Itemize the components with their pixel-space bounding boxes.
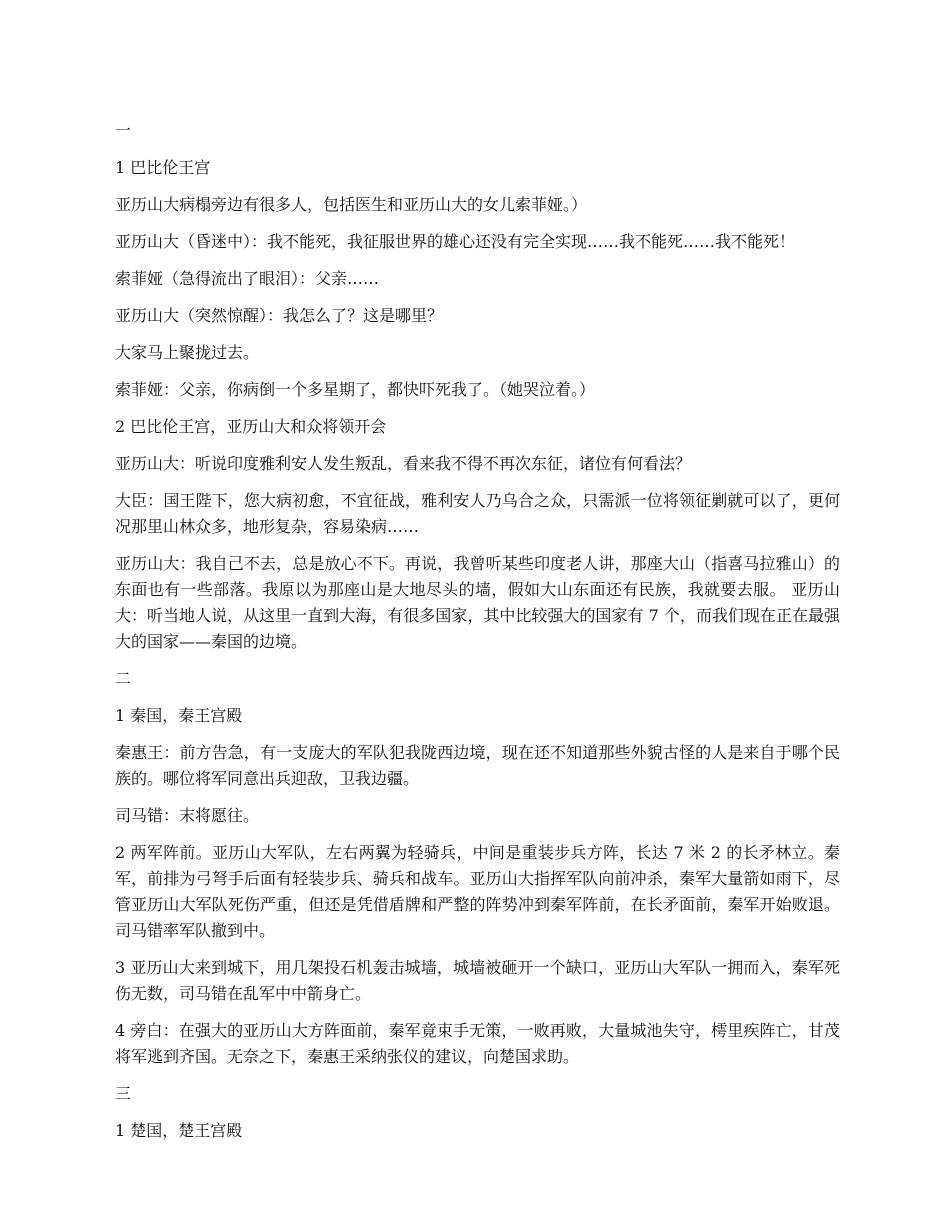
- paragraph: 大臣：国王陛下，您大病初愈，不宜征战，雅利安人乃乌合之众，只需派一位将领征剿就可以了，更何况那里山林众多，地形复杂，容易染病……: [115, 491, 840, 536]
- scene-heading: 2 巴比伦王宫，亚历山大和众将领开会: [115, 417, 387, 436]
- paragraph: 亚历山大（突然惊醒）：我怎么了？这是哪里？: [115, 306, 444, 325]
- paragraph: 亚历山大病榻旁边有很多人，包括医生和亚历山大的女儿索菲娅。）: [115, 195, 588, 214]
- paragraph: 2 两军阵前。亚历山大军队，左右两翼为轻骑兵，中间是重装步兵方阵，长达 7 米 2 的长矛林立。秦军，前排为弓弩手后面有轻装步兵、骑兵和战车。亚历山大指挥军队向前冲杀，秦军大量箭如雨下，尽管亚历山大军队死伤严重，但还是凭借盾牌和严整的阵势冲到秦军阵前，在长矛面前，秦军开始败退。司马错率军队撤到中。: [115, 843, 840, 940]
- scene-heading: 1 楚国，楚王宫殿: [115, 1121, 243, 1140]
- paragraph: 司马错：末将愿往。: [115, 806, 260, 825]
- paragraph: 秦惠王：前方告急，有一支庞大的军队犯我陇西边境，现在还不知道那些外貌古怪的人是来自于哪个民族的。哪位将军同意出兵迎敌，卫我边疆。: [115, 743, 840, 788]
- section-marker: 三: [115, 1084, 132, 1103]
- section-marker: 二: [115, 669, 132, 688]
- scene-heading: 1 秦国，秦王宫殿: [115, 706, 243, 725]
- paragraph: 索菲娅：父亲，你病倒一个多星期了，都快吓死我了。（她哭泣着。）: [115, 380, 596, 399]
- paragraph: 大家马上聚拢过去。: [115, 343, 260, 362]
- paragraph: 亚历山大：听说印度雅利安人发生叛乱，看来我不得不再次东征，诸位有何看法？: [115, 454, 692, 473]
- paragraph: 索菲娅（急得流出了眼泪）：父亲……: [115, 269, 380, 288]
- paragraph: 3 亚历山大来到城下，用几架投石机轰击城墙，城墙被砸开一个缺口，亚历山大军队一拥而入，秦军死伤无数，司马错在乱军中中箭身亡。: [115, 958, 840, 1003]
- paragraph: 亚历山大：我自己不去，总是放心不下。再说，我曾听某些印度老人讲，那座大山（指喜马拉雅山）的东面也有一些部落。我原以为那座山是大地尽头的墙，假如大山东面还有民族，我就要去服。 亚历山大：听当地人说，从这里一直到大海，有很多国家，其中比较强大的国家有 7 个，而我们现在正在最强大的国家——秦国的边境。: [115, 554, 840, 651]
- section-marker: 一: [115, 121, 132, 140]
- scene-heading: 1 巴比伦王宫: [115, 158, 211, 177]
- paragraph: 亚历山大（昏迷中）：我不能死，我征服世界的雄心还没有完全实现……我不能死……我不能死！: [115, 232, 796, 251]
- paragraph: 4 旁白：在强大的亚历山大方阵面前，秦军竟束手无策，一败再败，大量城池失守，樗里疾阵亡，甘茂将军逃到齐国。无奈之下，秦惠王采纳张仪的建议，向楚国求助。: [115, 1021, 840, 1066]
